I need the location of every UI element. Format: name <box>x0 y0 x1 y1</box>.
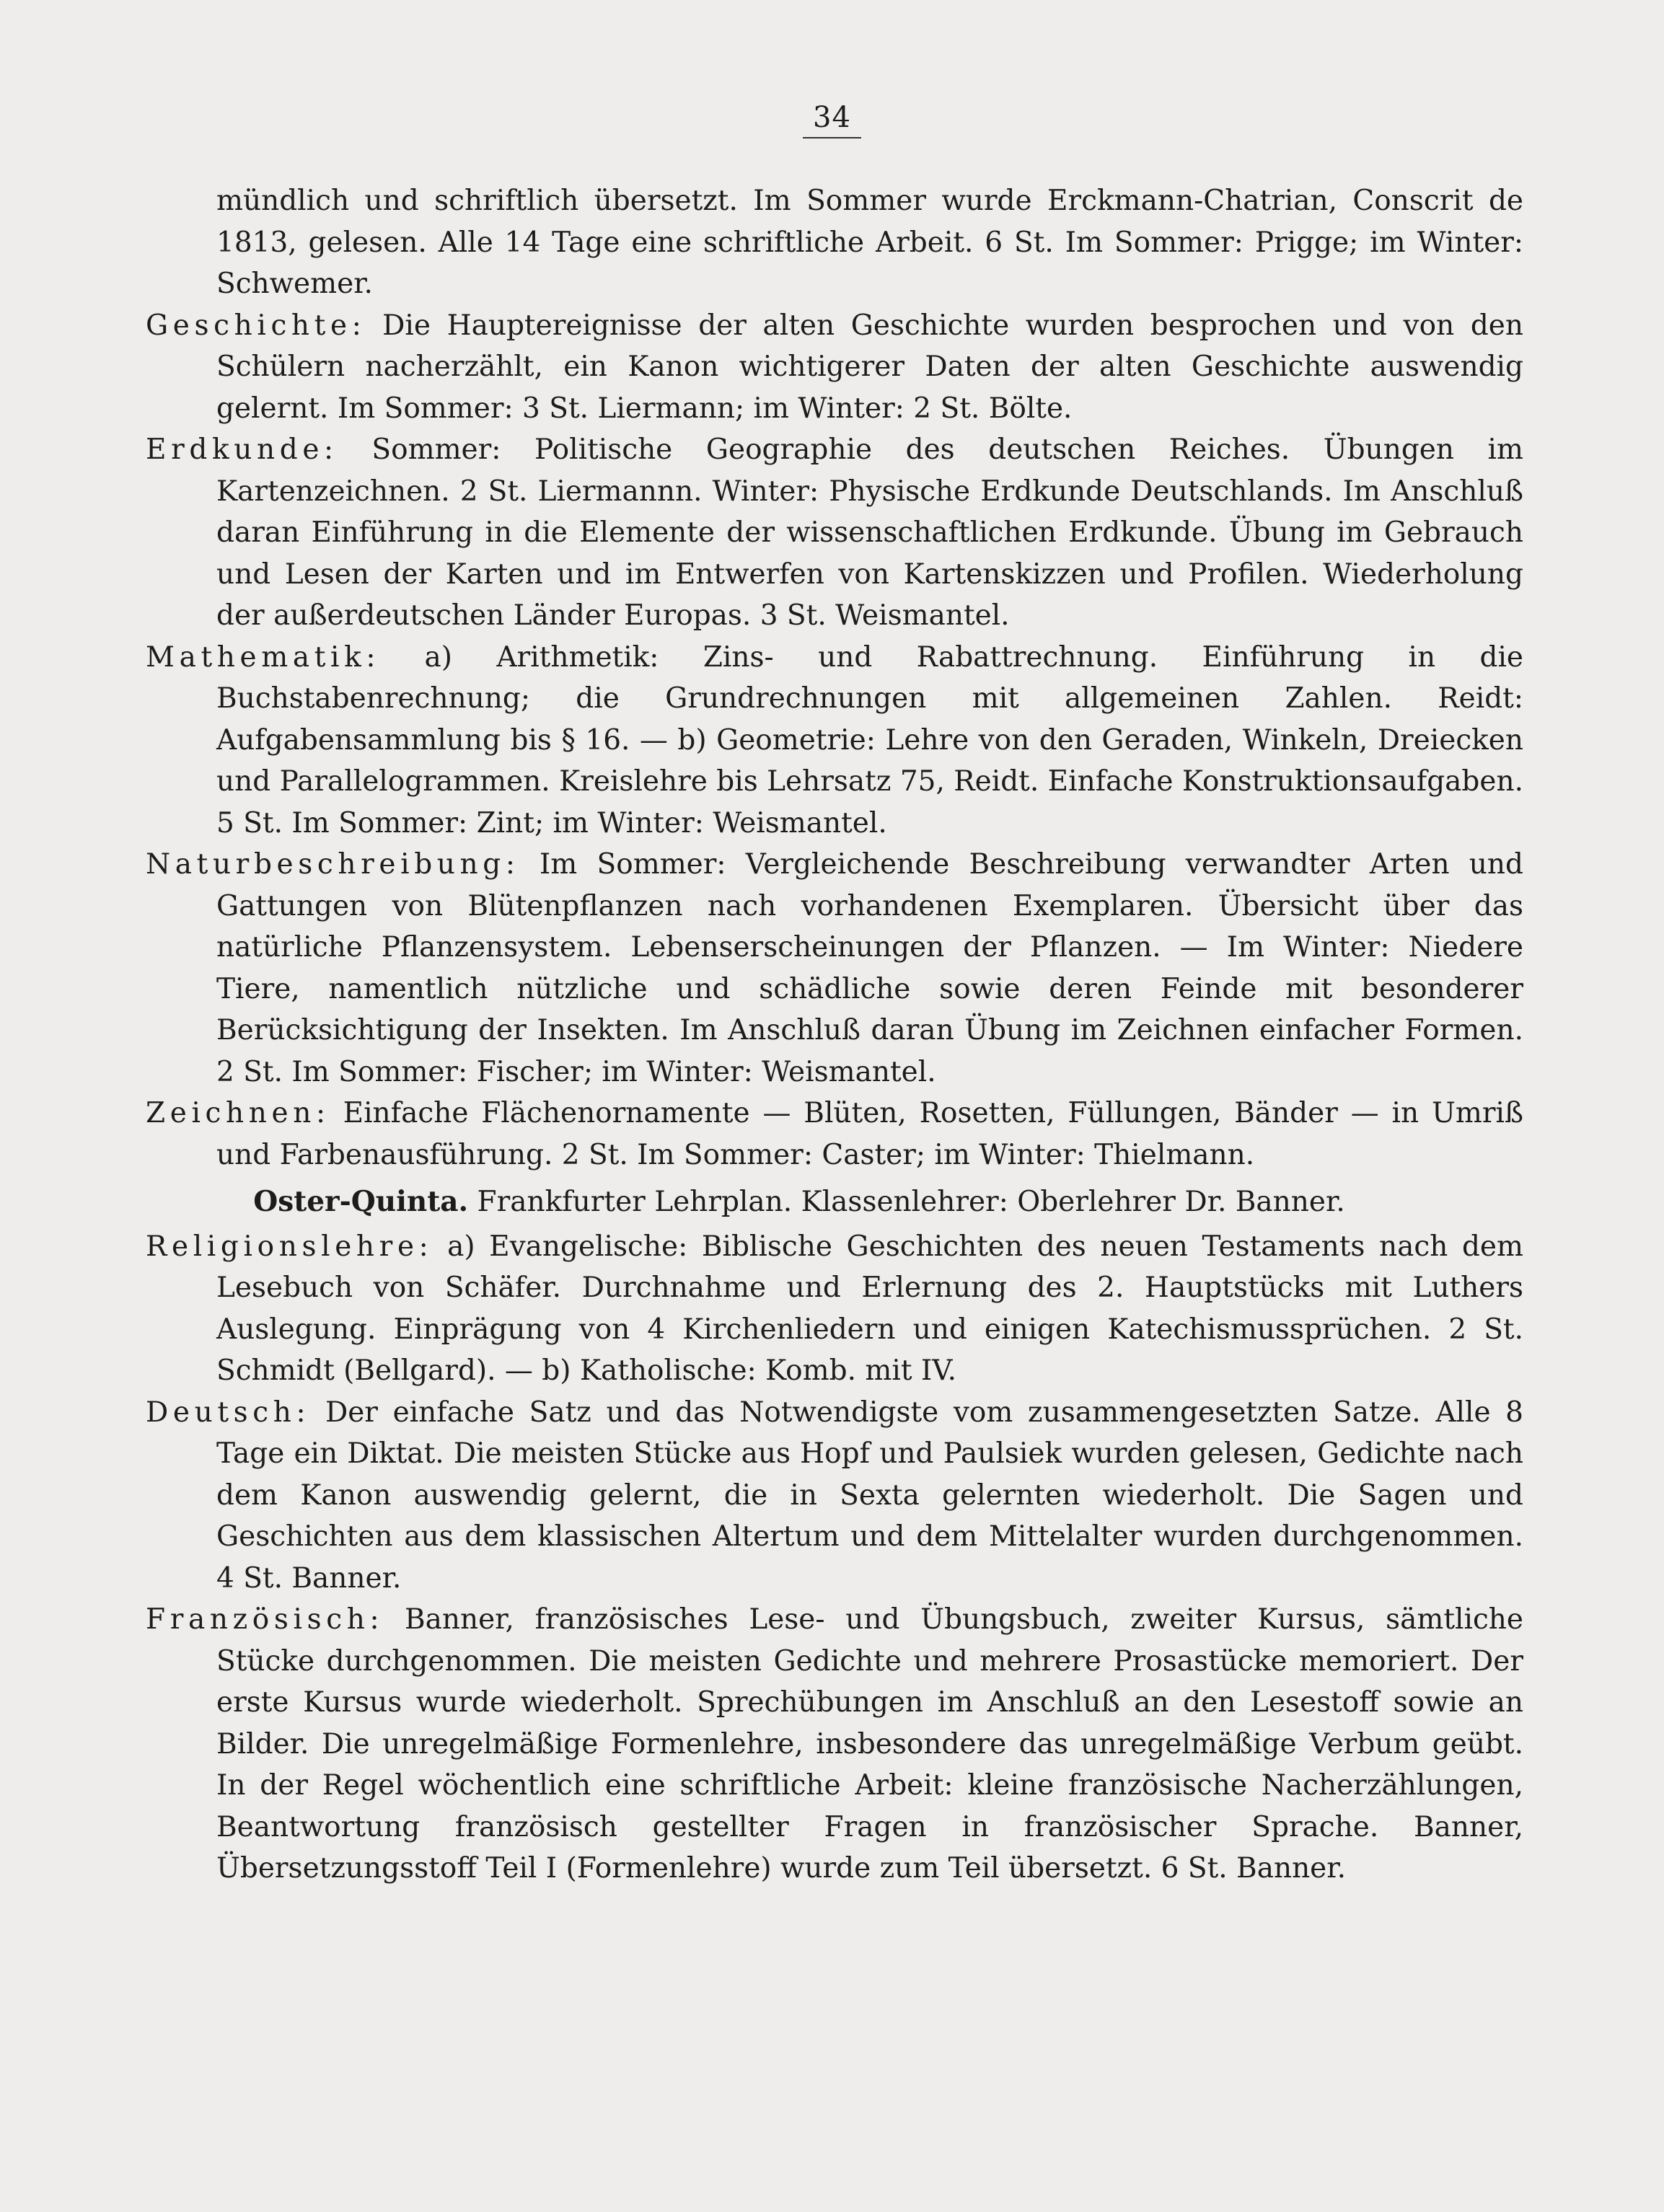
paragraph-text: Im Sommer: Vergleichende Beschreibung verwandter Arten und Gattungen von Blütenpflanzen nach vorhandenen Exemplaren. Übersicht über das natürliche Pflanzensystem. Lebenserscheinungen der Pflanzen. — Im Winter: Niedere Tiere, namentlich nützliche und schädliche sowie deren Feinde mit besonderer Berücksichtigung der Insekten. Im Anschluß daran Übung im Zeichnen einfacher Formen. 2 St. Im Sommer: Fischer; im Winter: Weismantel. <box>216 848 1523 1088</box>
paragraph-mathematik <box>146 637 1523 845</box>
paragraph-text: Die Hauptereignisse der alten Geschichte wurden besprochen und von den Schülern nacherzählt, ein Kanon wichtigerer Daten der alten Geschichte auswendig gelernt. Im Sommer: 3 St. Liermann; im Winter: 2 St. Bölte. <box>216 309 1523 425</box>
paragraph-text: Einfache Flächenornamente — Blüten, Rosetten, Füllungen, Bänder — in Umriß und Farbenausführung. 2 St. Im Sommer: Caster; im Winter: Thielmann. <box>216 1097 1523 1171</box>
paragraph-zeichnen <box>146 1093 1523 1176</box>
section-title: Oster-Quinta. <box>253 1185 469 1218</box>
subject-heading: Erdkunde: <box>146 433 338 466</box>
paragraph-naturbeschreibung <box>146 844 1523 1093</box>
subject-heading: Naturbeschreibung: <box>146 848 520 881</box>
subject-heading: Religionslehre: <box>146 1230 433 1263</box>
paragraph-religionslehre <box>146 1226 1523 1392</box>
paragraph-erdkunde <box>146 429 1523 637</box>
paragraph-deutsch <box>146 1392 1523 1600</box>
paragraph-franzoesisch <box>146 1599 1523 1890</box>
page-number-text: 34 <box>803 101 861 138</box>
paragraph-continuation <box>146 180 1523 305</box>
paragraph-text: Der einfache Satz und das Notwendigste vom zusammengesetzten Satze. Alle 8 Tage ein Diktat. Die meisten Stücke aus Hopf und Paulsiek wurden gelesen, Gedichte nach dem Kanon auswendig gelernt, die in Sexta gelernten wiederholt. Die Sagen und Geschichten aus dem klassischen Altertum und dem Mittelalter wurden durchgenommen. 4 St. Banner. <box>216 1396 1523 1595</box>
section-heading <box>146 1181 1523 1223</box>
subject-heading: Französisch: <box>146 1603 384 1636</box>
subject-heading: Deutsch: <box>146 1396 311 1429</box>
paragraph-text: Banner, französisches Lese- und Übungsbuch, zweiter Kursus, sämtliche Stücke durchgenommen. Die meisten Gedichte und mehrere Prosastücke memoriert. Der erste Kursus wurde wiederholt. Sprechübungen im Anschluß an den Lesestoff sowie an Bilder. Die unregelmäßige Formenlehre, insbesondere das unregelmäßige Verbum geübt. In der Regel wöchentlich eine schriftliche Arbeit: kleine französische Nacherzählungen, Beantwortung französisch gestellter Fragen in französischer Sprache. Banner, Übersetzungsstoff Teil I (Formenlehre) wurde zum Teil übersetzt. 6 St. Banner. <box>216 1603 1523 1885</box>
page-number <box>0 101 1664 138</box>
paragraph-text: a) Arithmetik: Zins- und Rabattrechnung. Einführung in die Buchstabenrechnung; die Grundrechnungen mit allgemeinen Zahlen. Reidt: Aufgabensammlung bis § 16. — b) Geometrie: Lehre von den Geraden, Winkeln, Dreiecken und Parallelogrammen. Kreislehre bis Lehrsatz 75, Reidt. Einfache Konstruktionsaufgaben. 5 St. Im Sommer: Zint; im Winter: Weismantel. <box>216 640 1523 840</box>
subject-heading: Geschichte: <box>146 309 366 342</box>
paragraph-text: Sommer: Politische Geographie des deutschen Reiches. Übungen im Kartenzeichnen. 2 St. Liermannn. Winter: Physische Erdkunde Deutschlands. Im Anschluß daran Einführung in die Elemente der wissenschaftlichen Erdkunde. Übung im Gebrauch und Lesen der Karten und im Entwerfen von Kartenskizzen und Profilen. Wiederholung der außerdeutschen Länder Europas. 3 St. Weismantel. <box>216 433 1524 632</box>
paragraph-text: a) Evangelische: Biblische Geschichten des neuen Testaments nach dem Lesebuch von Schäfer. Durchnahme und Erlernung des 2. Hauptstücks mit Luthers Auslegung. Einprägung von 4 Kirchenliedern und einigen Katechismussprüchen. 2 St. Schmidt (Bellgard). — b) Katholische: Komb. mit IV. <box>216 1230 1523 1387</box>
subject-heading: Mathematik: <box>146 640 381 674</box>
document-body <box>146 180 1523 1890</box>
section-subtitle: Frankfurter Lehrplan. Klassenlehrer: Oberlehrer Dr. Banner. <box>477 1186 1345 1218</box>
paragraph-text: mündlich und schriftlich übersetzt. Im Sommer wurde Erckmann-Chatrian, Conscrit de 1813, gelesen. Alle 14 Tage eine schriftliche Arbeit. 6 St. Im Sommer: Prigge; im Winter: Schwemer. <box>216 185 1523 300</box>
subject-heading: Zeichnen: <box>146 1097 330 1129</box>
paragraph-geschichte <box>146 305 1523 430</box>
